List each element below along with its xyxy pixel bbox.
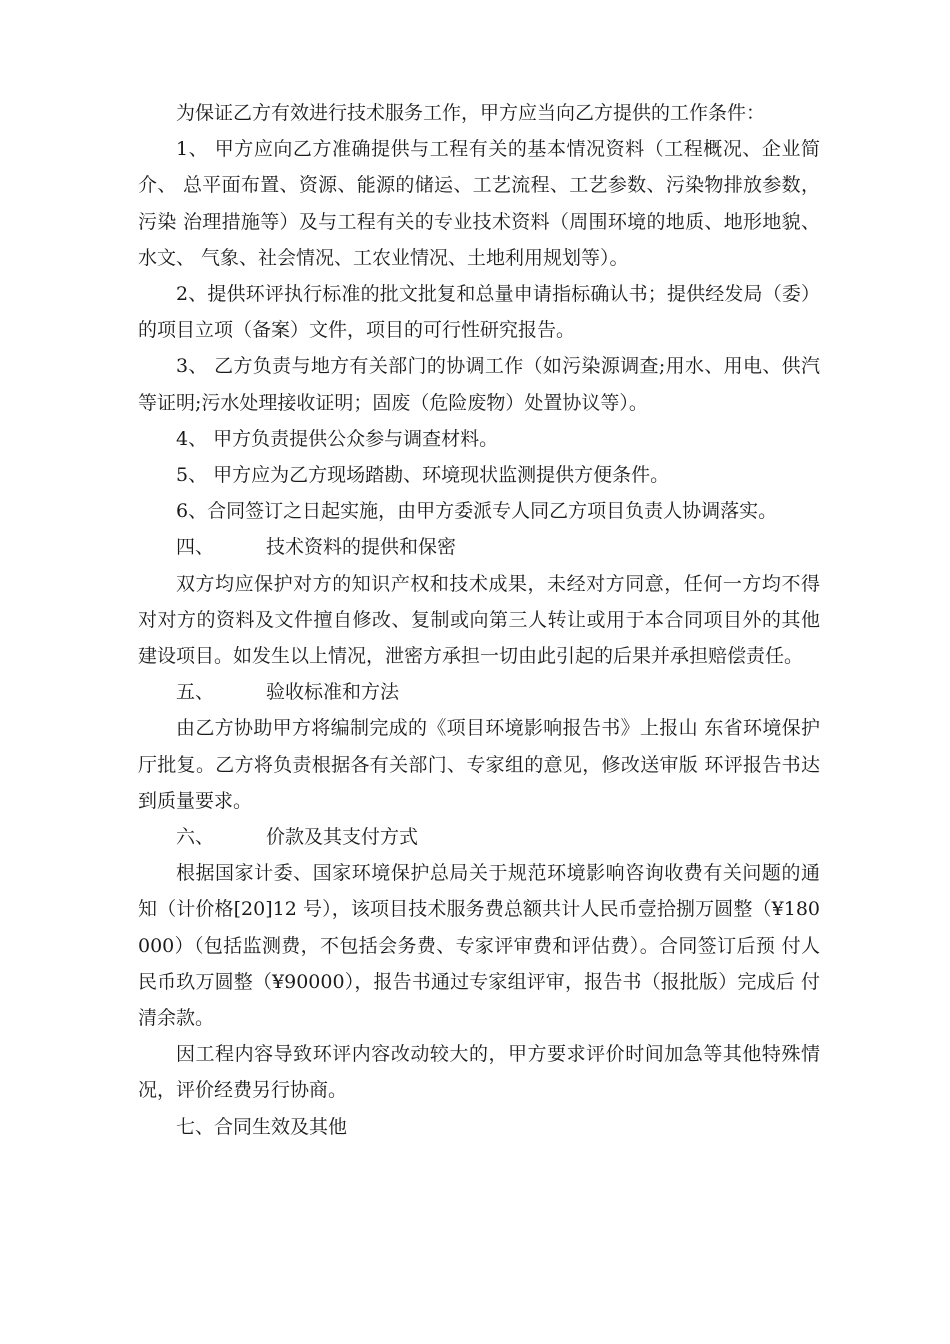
section-6-number: 六、 — [176, 826, 215, 849]
section-6-heading — [138, 819, 820, 855]
section-4-number: 四、 — [176, 536, 215, 559]
intro-paragraph: 为保证乙方有效进行技术服务工作，甲方应当向乙方提供的工作条件： — [176, 102, 766, 124]
section-6-title: 价款及其支付方式 — [266, 826, 419, 849]
condition-item-4: 4、 甲方负责提供公众参与调查材料。 — [176, 427, 499, 450]
condition-item-2: 2、提供环评执行标准的批文批复和总量申请指标确认书；提供经发局（委）的项目立项（备案）文件，项目的可行性研究报告。 — [138, 283, 820, 342]
condition-item-1: 1、 甲方应向乙方准确提供与工程有关的基本情况资料（工程概况、企业简介、 总平面布置、资源、能源的储运、工艺流程、工艺参数、污染物排放参数，污染 治理措施等）及与工程有关的专业技术资料（周围环境的地质、地形地貌、水文、 气象、社会情况、工农业情况、土地利用规划等）。 — [138, 138, 820, 269]
section-7-heading: 七、合同生效及其他 — [176, 1115, 348, 1138]
section-4-heading — [138, 529, 820, 565]
section-6-body-2: 因工程内容导致环评内容改动较大的，甲方要求评价时间加急等其他特殊情况，评价经费另行协商。 — [138, 1043, 820, 1102]
section-5-body: 由乙方协助甲方将编制完成的《项目环境影响报告书》上报山 东省环境保护厅批复。乙方将负责根据各有关部门、专家组的意见，修改送审版 环评报告书达到质量要求。 — [138, 717, 820, 812]
section-5-number: 五、 — [176, 681, 215, 704]
condition-item-5: 5、 甲方应为乙方现场踏勘、环境现状监测提供方便条件。 — [176, 464, 670, 487]
section-5-title: 验收标准和方法 — [266, 681, 400, 704]
condition-item-3: 3、 乙方负责与地方有关部门的协调工作（如污染源调查;用水、用电、供汽等证明;污水处理接收证明；固废（危险废物）处置协议等）。 — [138, 355, 820, 414]
section-5-heading — [138, 674, 820, 710]
section-6-body-1: 根据国家计委、国家环境保护总局关于规范环境影响咨询收费有关问题的通知（计价格[20]12 号），该项目技术服务费总额共计人民币壹拾捌万圆整（¥180000）（包括监测费，不包括会务费、专家评审费和评估费）。合同签订后预 付人民币玖万圆整（¥90000），报告书通过专家组评审，报告书（报批版）完成后 付清余款。 — [138, 862, 820, 1030]
condition-item-6: 6、合同签订之日起实施，由甲方委派专人同乙方项目负责人协调落实。 — [176, 500, 778, 523]
section-4-body: 双方均应保护对方的知识产权和技术成果，未经对方同意，任何一方均不得对对方的资料及文件擅自修改、复制或向第三人转让或用于本合同项目外的其他建设项目。如发生以上情况，泄密方承担一切由此引起的后果并承担赔偿责任。 — [138, 572, 820, 668]
section-4-title: 技术资料的提供和保密 — [266, 536, 457, 559]
